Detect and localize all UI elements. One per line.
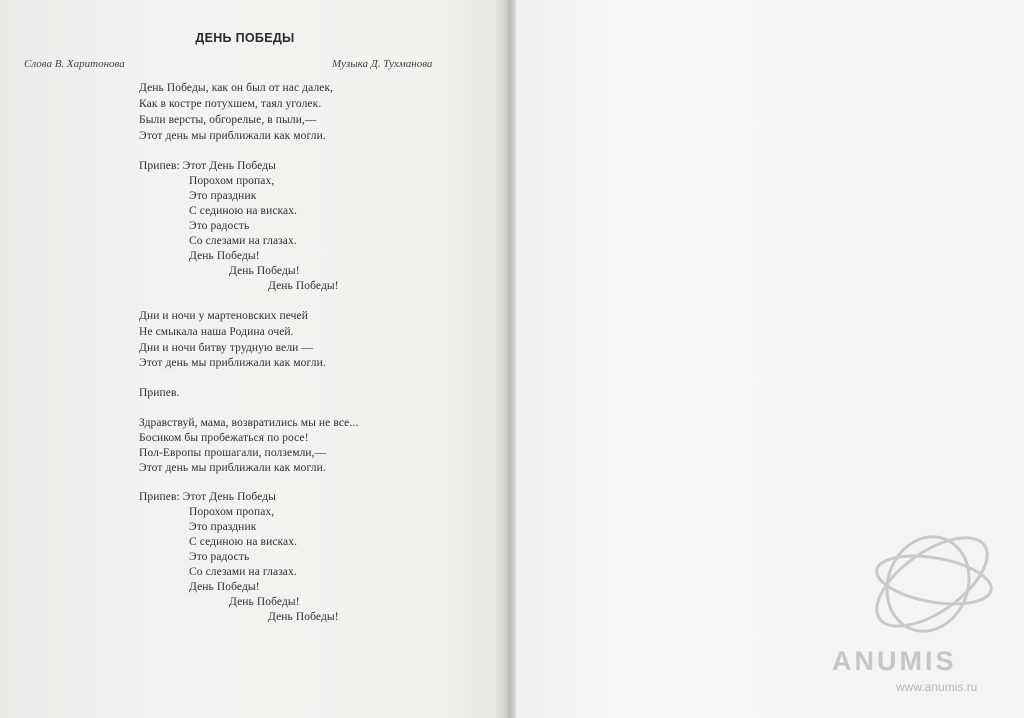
music-credit: Музыка Д. Тухманова <box>332 58 433 70</box>
lyric-line: Здравствуй, мама, возвратились мы не все... <box>139 417 359 429</box>
lyric-line: Босиком бы пробежаться по росе! <box>139 432 309 444</box>
lyric-line: День Победы! <box>229 265 300 277</box>
lyric-line: С сединою на висках. <box>189 205 298 217</box>
song-title: ДЕНЬ ПОБЕДЫ <box>195 31 295 45</box>
lyric-line: День Победы! <box>268 611 339 623</box>
lyric-line: Дни и ночи битву трудную вели — <box>139 342 314 354</box>
lyric-line: Со слезами на глазах. <box>189 235 297 247</box>
lyric-line: Это радость <box>189 220 250 232</box>
lyric-line: Дни и ночи у мартеновских печей <box>139 310 308 322</box>
lyric-line: Со слезами на глазах. <box>189 566 297 578</box>
lyric-line: Этот день мы приближали как могли. <box>139 357 326 369</box>
lyric-line: Припев: Этот День Победы <box>139 491 276 503</box>
lyric-line: Порохом пропах, <box>189 506 275 518</box>
lyric-line: Припев: Этот День Победы <box>139 160 276 172</box>
lyric-line: День Победы! <box>189 581 260 593</box>
lyric-line: Как в костре потухшем, таял уголек. <box>139 98 322 110</box>
lyric-line: День Победы, как он был от нас далек, <box>139 82 334 94</box>
lyric-line: День Победы! <box>189 250 260 262</box>
lyrics-credit: Слова В. Харитонова <box>24 58 125 70</box>
lyric-line: День Победы! <box>268 280 339 292</box>
lyric-line: День Победы! <box>229 596 300 608</box>
lyric-line: Это радость <box>189 551 250 563</box>
watermark-site: www.anumis.ru <box>896 680 978 694</box>
lyric-line: Не смыкала наша Родина очей. <box>139 326 294 338</box>
lyric-line: Этот день мы приближали как могли. <box>139 462 326 474</box>
lyric-line: Этот день мы приближали как могли. <box>139 130 326 142</box>
anumis-rings-logo-icon <box>862 520 1002 642</box>
lyric-line: Были версты, обгорелые, в пыли,— <box>139 114 317 126</box>
lyric-line: Пол-Европы прошагали, полземли,— <box>139 447 327 459</box>
lyric-line: Порохом пропах, <box>189 175 275 187</box>
watermark-brand: ANUMIS <box>832 646 957 676</box>
lyric-line: Это праздник <box>189 521 257 533</box>
lyric-line: С сединою на висках. <box>189 536 298 548</box>
lyric-line: Это праздник <box>189 190 257 202</box>
left-page <box>0 0 510 718</box>
lyric-line: Припев. <box>139 387 180 399</box>
